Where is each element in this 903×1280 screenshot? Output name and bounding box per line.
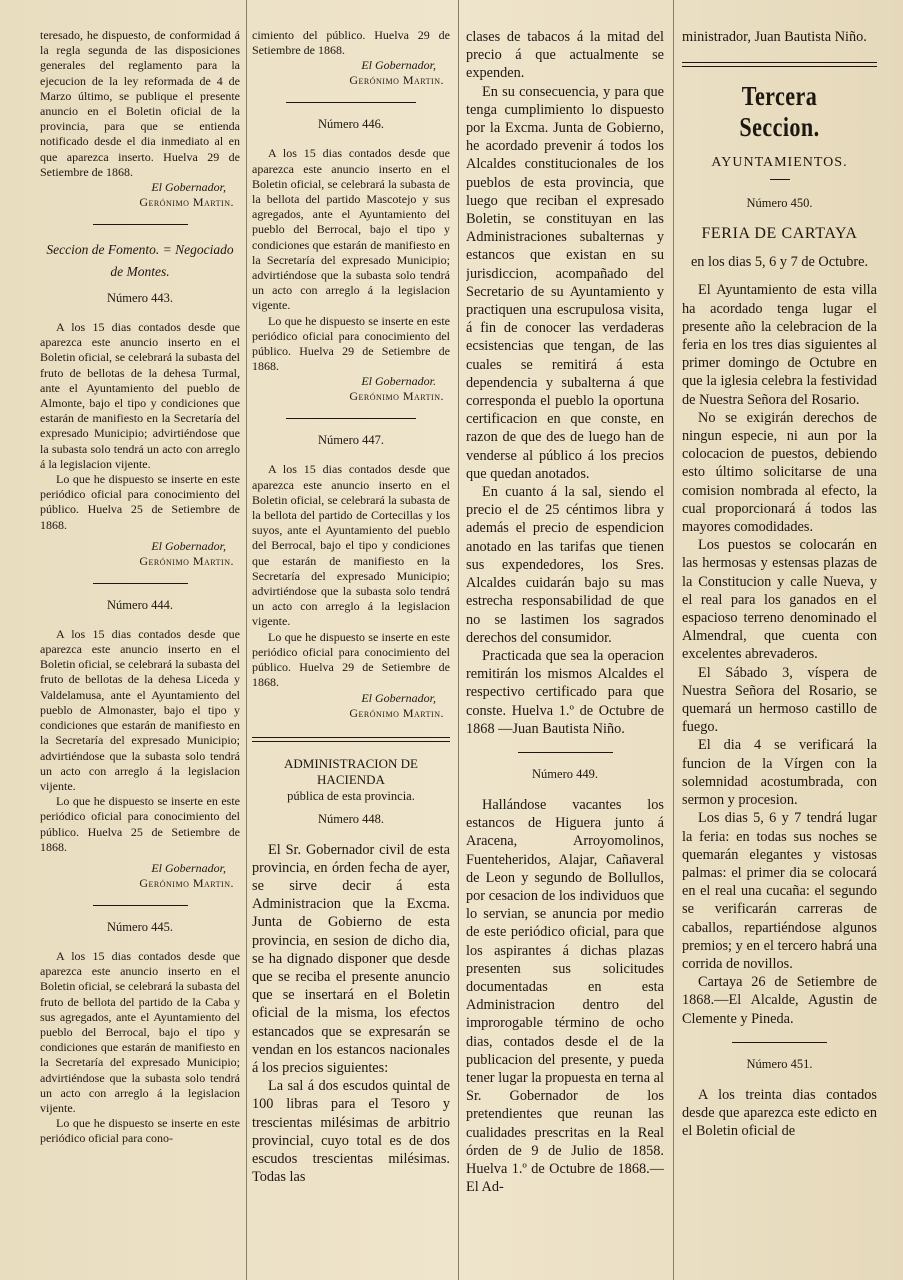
column-4 — [682, 28, 877, 1280]
paragraph: Los dias 5, 6 y 7 tendrá lugar la feria: en todas sus noches se quemarán elegantes y vistosas palmas: el primer dia se colocará en el real una cucaña: el segundo se verificarán carreras de caballos, repartiéndose algunos premios; y en el tercero habrá una corrida de novillos. — [682, 810, 877, 972]
paragraph: A los 15 dias contados desde que aparezca este anuncio inserto en el Boletin oficial, se celebrará la subasta del fruto de bellotas de la dehesa Liceda y Valdelamusa, ante el Ayuntamiento del pueblo de Almonaster, bajo el tipo y condiciones que estarán de manifiesto en la Secretaría del expresado Municipio; advirtiéndose que la subasta solo tendrá un acto con arreglo á la legislacion vijente. — [40, 626, 240, 793]
column-2 — [252, 28, 450, 1280]
paragraph: cimiento del público. Huelva 29 de Setiembre de 1868. — [252, 28, 450, 58]
column-3 — [466, 28, 664, 1280]
column-1 — [40, 28, 240, 1280]
notice-number: Número 451. — [746, 1056, 813, 1071]
notice-number: Número 447. — [318, 433, 384, 448]
paragraph: A los 15 dias contados desde que aparezca este anuncio inserto en el Boletin oficial, se celebrará la subasta de la bellota del partido Mascotejo y sus agregados, ante el Ayuntamiento del pueblo del Berrocal, bajo el tipo y condiciones que estarán de manifiesto en la Secretaría del expresado Municipio; advirtiéndose que la subasta solo tendrá un acto con arreglo á la legislacion vigente. — [252, 146, 450, 313]
separator — [732, 1042, 827, 1043]
notice-number: Número 444. — [107, 597, 173, 612]
column-rule — [673, 0, 674, 1280]
paragraph: En su consecuencia, y para que tenga cumplimiento lo dispuesto por la Excma. Junta de Gobierno, he acordado prevenir á todos los Alcaldes constitucionales de los pueblos de esta provincia, que luego que reciban el expresado Boletin, se constituyan en las Administraciones subalternas y estancos que existan en su jurisdiccion, acompañado del Secretario de su Ayuntamiento y practiquen una escrupulosa visita, á fin de conocer las verdaderas ecsistencias que tengan, de las cuales se remitirá á esta dependencia y subalterna á que corresponda el pueblo la oportuna certificacion en que conste, en razon de que des de luego han de venderse al público á los precios que quedan anotados. — [466, 83, 664, 482]
paragraph: teresado, he dispuesto, de conformidad á la regla segunda de las disposiciones generales del reglamento para la ejecucion de la ley reformada de 4 de Marzo último, se publique el presente anuncio en el Boletin oficial de la provincia, para que se entienda notificado desde el dia inmediato al en que aparezca inserto. Huelva 29 de Setiembre de 1868. — [40, 28, 240, 179]
notice-dates: en los dias 5, 6 y 7 de Octubre. — [690, 254, 869, 271]
section-heading: de Montes. — [110, 264, 170, 280]
section-title: ADMINISTRACION DE HACIENDA — [284, 755, 418, 787]
paragraph: No se exigirán derechos de ningun especie, ni aun por la colocacion de puestos, debiendo esto último solicitarse de una comision nombrada al efecto, la cual proporcionará á todos las mayores comodidades. — [682, 409, 877, 536]
notice-number: Número 450. — [746, 196, 813, 211]
signature-name: Gerónimo Martin. — [349, 389, 444, 404]
paragraph: La sal á dos escudos quintal de 100 libras para el Tesoro y trescientas milésimas de arbitrio provincial, cuyo total es de dos escudos trescientas milésimas. Todas las — [252, 1078, 450, 1186]
paragraph: El Sr. Gobernador civil de esta provincia, en órden fecha de ayer, se sirve decir á esta Administracion que la Excma. Junta de Gobierno de esta provincia, en sesion de dicho dia, se ha dignado disponer que desde que se reciba el presente anuncio que se insertará en el Boletin oficial de la misma, los efectos estancados que se expresarán se vendan en los estancos nacionales á los precios siguientes: — [252, 841, 450, 1076]
signature-name: Gerónimo Martin. — [349, 73, 444, 88]
separator — [286, 102, 416, 103]
section-heading: Seccion de Fomento. = Negociado — [46, 242, 234, 258]
signature-name: Gerónimo Martin. — [139, 875, 234, 890]
notice-number: Número 445. — [107, 919, 173, 934]
signature-title: El Gobernador, — [151, 860, 226, 875]
paragraph: A los treinta dias contados desde que aparezca este edicto en el Boletin oficial de — [682, 1086, 877, 1140]
paragraph: A los 15 dias contados desde que aparezca este anuncio inserto en el Boletin oficial, se celebrará la subasta de la bellota del partido de Cortecillas y los suyos, ante el Ayuntamiento del pueblo del Berrocal, bajo el tipo y condiciones que estarán de manifiesto en la Secretaría del expresado Municipio; advirtiéndose que la subasta solo tendrá un acto con arreglo á la legislacion vigente. — [252, 462, 450, 629]
separator — [518, 752, 613, 753]
separator — [770, 179, 790, 180]
paragraph: Lo que he dispuesto se inserte en este periódico oficial para conocimiento del público. Huelva 29 de Setiembre de 1868. — [252, 629, 450, 690]
signature-title: El Gobernador, — [361, 58, 436, 73]
separator — [93, 583, 188, 584]
signature-title: El Gobernador, — [151, 180, 226, 195]
notice-number: Número 448. — [318, 811, 384, 826]
paragraph: Lo que he dispuesto se inserte en este periódico oficial para cono- — [40, 1116, 240, 1146]
notice-heading: FERIA DE CARTAYA — [701, 225, 858, 243]
paragraph: Los puestos se colocarán en las hermosas y estensas plazas de la Constitucion y calle Nueva, y el real para los ganados en el espacioso terreno denominado el Almendral, que cuenta con excelentes abrevaderos. — [682, 537, 877, 663]
paragraph: Practicada que sea la operacion remitirán los mismos Alcaldes el respectivo certificado para que conste. Huelva 1.º de Octubre de 1868 —Juan Bautista Niño. — [466, 647, 664, 737]
notice-number: Número 446. — [318, 117, 384, 132]
paragraph: El dia 4 se verificará la funcion de la Vírgen con la solemnidad acostumbrada, con sermon y procesion. — [682, 737, 877, 809]
column-rule — [246, 0, 247, 1280]
paragraph: Lo que he dispuesto se inserte en este periódico oficial para conocimiento del público. Huelva 25 de Setiembre de 1868. — [40, 794, 240, 854]
column-rule — [458, 0, 459, 1280]
signature-name: Gerónimo Martin. — [139, 195, 234, 210]
signature-title: El Gobernador, — [151, 538, 226, 553]
section-subtitle: pública de esta provincia. — [287, 788, 415, 803]
paragraph: ministrador, Juan Bautista Niño. — [682, 29, 867, 45]
section-subtitle: AYUNTAMIENTOS. — [711, 155, 848, 171]
signature-name: Gerónimo Martin. — [139, 553, 234, 568]
paragraph: clases de tabacos á la mitad del precio á que actualmente se expenden. — [466, 29, 664, 82]
paragraph: En cuanto á la sal, siendo el precio el de 25 céntimos libra y además el precio de espendicion anotado en las tarifas que tienen sus expendedores, los Sres. Alcaldes cuidarán bajo su mas estrecha responsabilidad de que no se lastimen los sagrados derechos del consumidor. — [466, 484, 664, 646]
separator — [286, 418, 416, 419]
double-rule — [252, 737, 450, 742]
paragraph: El Ayuntamiento de esta villa ha acordado tenga lugar el presente año la celebracion de la feria en los tres dias siguientes al primer domingo de Octubre en que la iglesia celebra la festividad de Nuestra Señora del Rosario. — [682, 282, 877, 408]
paragraph: Lo que he dispuesto se inserte en este periódico oficial para conocimiento del público. Huelva 29 de Setiembre de 1868. — [252, 313, 450, 374]
paragraph: A los 15 dias contados desde que aparezca este anuncio inserto en el Boletin oficial, se celebrará la subasta del fruto de bellotas de la dehesa Turmal, ante el Ayuntamiento del pueblo de Almonte, bajo el tipo y condiciones que estarán de manifiesto en la Secretaría del expresado Municipio; advirtiéndose que la subasta solo tendrá un acto con arreglo á la legislacion vijente. — [40, 320, 240, 471]
paragraph: Hallándose vacantes los estancos de Higuera junto á Aracena, Arroyomolinos, Fuenteheridos, Alajar, Cañaveral de Leon y segundo de Bollullos, por cesacion de los individuos que lo servian, se anuncia por medio de este periódico oficial, para que los aspirantes á dichas plazas presenten sus solicitudes documentadas en esta Administracion dentro del improrogable término de ocho dias, contados desde el de la publicacion del presente, y pueda tener lugar la propuesta en terna al Sr. Gobernador de los pretendientes que reunan las cualidades prescritas en la Real órden de 9 de Julio de 1858. Huelva 1.º de Octubre de 1868.—El Ad- — [466, 796, 664, 1196]
paragraph: Cartaya 26 de Setiembre de 1868.—El Alcalde, Agustin de Clemente y Pineda. — [682, 974, 877, 1027]
notice-number: Número 449. — [532, 766, 598, 781]
separator — [93, 224, 188, 225]
paragraph: Lo que he dispuesto se inserte en este periódico oficial para conocimiento del público. Huelva 25 de Setiembre de 1868. — [40, 472, 240, 532]
signature-name: Gerónimo Martin. — [349, 705, 444, 720]
paragraph: A los 15 dias contados desde que aparezca este anuncio inserto en el Boletin oficial, se celebrará la subasta del fruto de bellota del partido de la Caba y sus agregados, ante el Ayuntamiento del pueblo del Berrocal, bajo el tipo y condiciones que estarán de manifiesto en la Secretaría del expresado Municipio; advirtiéndose que la subasta solo tendrá un acto con arreglo á la legislacion vijente. — [40, 948, 240, 1115]
signature-title: El Gobernador, — [361, 690, 436, 705]
signature-title: El Gobernador. — [361, 374, 436, 389]
notice-number: Número 443. — [107, 291, 173, 306]
double-rule — [682, 62, 877, 67]
section-title: Tercera Seccion. — [739, 81, 820, 143]
paragraph: El Sábado 3, víspera de Nuestra Señora del Rosario, se quemará un hermoso castillo de fuego. — [682, 664, 877, 736]
separator — [93, 905, 188, 906]
